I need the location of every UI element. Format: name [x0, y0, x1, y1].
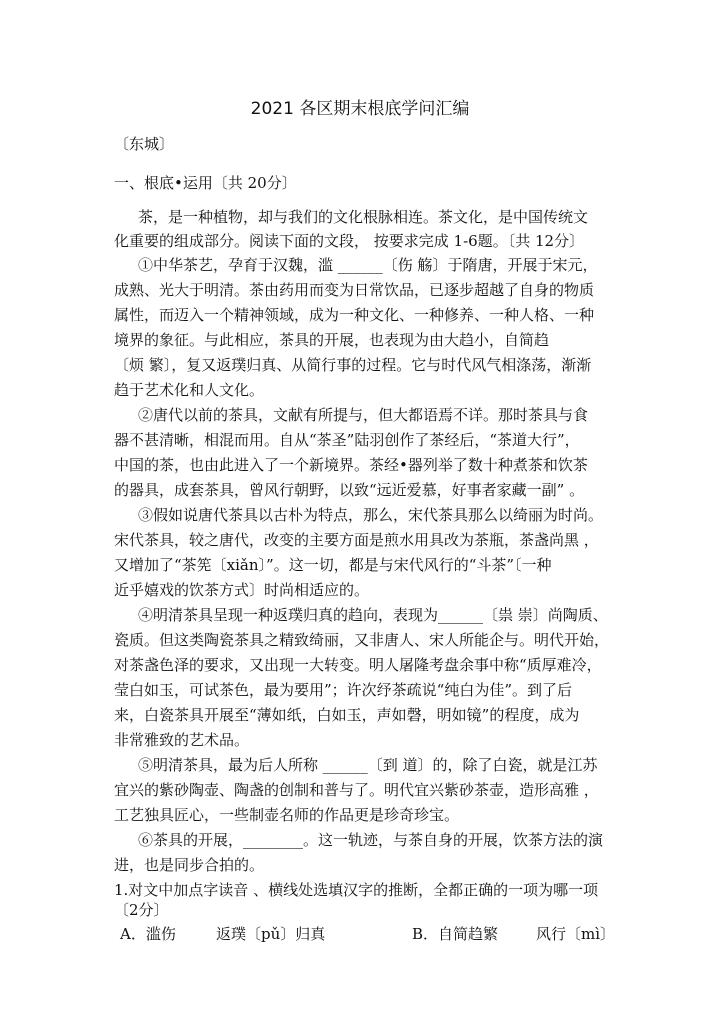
paragraph-line: 〔烦 繁〕，复又返璞归真、从简行事的过程。它与时代风气相涤荡，渐渐: [114, 356, 592, 374]
paragraph-line: ②唐代以前的茶具，文献有所提与，但大都语焉不详。那时茶具与食: [138, 406, 589, 424]
paragraph-line: 对茶盏色泽的要求，又出现一大转变。明人屠隆考盘余事中称“质厚难冷，: [114, 656, 602, 674]
page-title: 2021 各区期末根底学问汇编: [250, 99, 470, 119]
paragraph-line: 莹白如玉，可试茶色，最为要用”；许次纾茶疏说“纯白为佳”。到了后: [114, 681, 573, 699]
option-b-detail: 风行〔mì〕: [536, 925, 616, 943]
paragraph-line: ④明清茶具呈现一种返璞归真的趋向，表现为______〔祟 崇〕尚陶质、: [138, 606, 608, 624]
paragraph-line: 宋代茶具，较之唐代，改变的主要方面是煎水用具改为茶瓶，茶盏尚黑 ，: [114, 531, 599, 549]
paragraph-line: ⑤明清茶具，最为后人所称 ______〔到 道〕的，除了白瓷，就是江苏: [138, 756, 598, 774]
paragraph-line: 又增加了“茶筅〔xiǎn〕”。这一切，都是与宋代风行的“斗茶”〔一种: [114, 556, 552, 574]
paragraph-line: 工艺独具匠心，一些制壶名师的作品更是珍奇珍宝。: [114, 806, 460, 824]
district-label: 〔东城〕: [114, 135, 175, 153]
section-heading: 一、根底•运用〔共 20分〕: [114, 174, 297, 192]
paragraph-line: 中国的茶，也由此进入了一个新境界。茶经•器列举了数十种煮茶和饮茶: [114, 456, 588, 474]
paragraph-line: 瓷质。但这类陶瓷茶具之精致绮丽，又非唐人、宋人所能企与。明代开始，: [114, 631, 610, 649]
paragraph-line: 近乎嬉戏的饮茶方式〕时尚相适应的。: [114, 581, 370, 599]
paragraph-line: ⑥茶具的开展，________。这一轨迹，与茶自身的开展，饮茶方法的演: [138, 831, 604, 849]
paragraph-line: 非常雅致的艺术品。: [114, 731, 250, 749]
paragraph-line: 宜兴的紫砂陶壶、陶盏的创制和普与了。明代宜兴紫砂茶壶，造形高雅 ，: [114, 781, 599, 799]
paragraph-line: 境界的象征。与此相应，茶具的开展，也表现为由大趋小，自简趋: [114, 331, 550, 349]
option-a-detail: 返璞〔pǔ〕归真: [216, 925, 326, 943]
paragraph-line: 茶，是一种植物，却与我们的文化根脉相连。茶文化，是中国传统文: [138, 208, 589, 226]
paragraph-line: ③假如说唐代茶具以古朴为特点，那么，宋代茶具那么以绮丽为时尚。: [138, 506, 604, 524]
question-text: 1.对文中加点字读音 、横线处选填汉字的推断，全都正确的一项为哪一项: [114, 881, 599, 899]
paragraph-line: 器不甚清晰，相混而用。自从“茶圣”陆羽创作了茶经后，“茶道大行”，: [114, 431, 580, 449]
option-a: A．滥伤: [120, 925, 176, 943]
option-b: B．自简趋繁: [412, 925, 499, 943]
paragraph-line: 趋于艺术化和人文化。: [114, 381, 265, 399]
paragraph-line: 进，也是同步合拍的。: [114, 856, 265, 874]
paragraph-line: 化重要的组成部分。阅读下面的文段， 按要求完成 1-6题。〔共 12分〕: [114, 232, 585, 250]
question-score: 〔2分〕: [114, 901, 169, 919]
paragraph-line: ①中华茶艺，孕育于汉魏，滥 ______〔伤 觞〕于隋唐，开展于宋元，: [138, 256, 598, 274]
paragraph-line: 成熟、光大于明清。茶由药用而变为日常饮品，已逐步超越了自身的物质: [114, 281, 595, 299]
paragraph-line: 的器具，成套茶具，曾风行朝野，以致“远近爱慕，好事者家藏一副” 。: [114, 481, 585, 499]
paragraph-line: 来，白瓷茶具开展至“薄如纸，白如玉，声如磬，明如镜”的程度，成为: [114, 706, 580, 724]
paragraph-line: 属性，而迈入一个精神领域，成为一种文化、一种修养、一种人格、一种: [114, 306, 595, 324]
